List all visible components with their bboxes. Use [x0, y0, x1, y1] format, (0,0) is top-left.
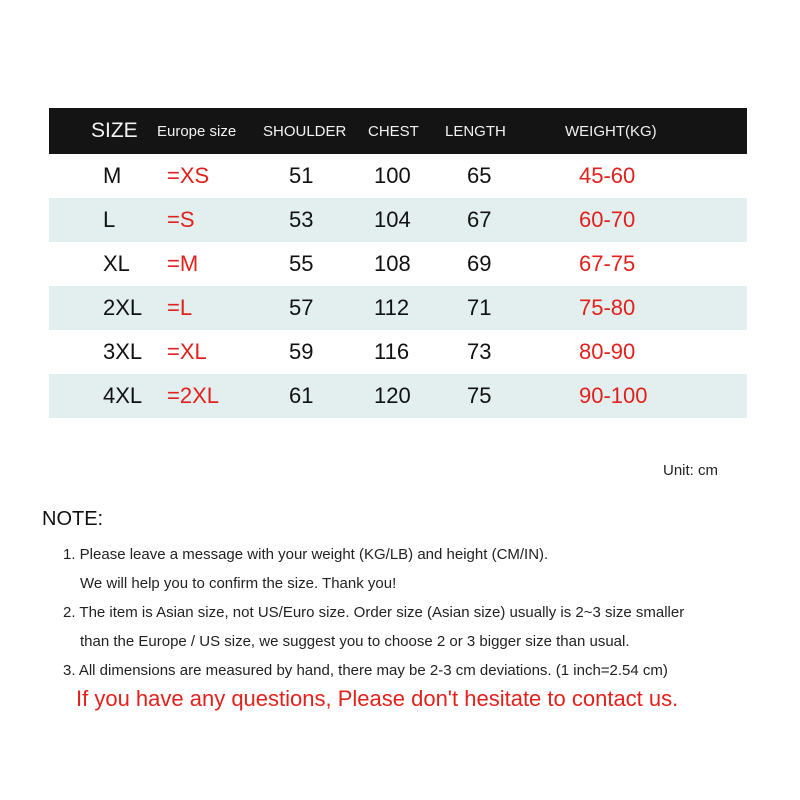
- note-line: 3. All dimensions are measured by hand, there may be 2-3 cm deviations. (1 inch=2.54 cm): [63, 662, 668, 679]
- cell-shoulder: 51: [289, 163, 314, 188]
- cell-length: 73: [467, 339, 492, 364]
- table-row: [49, 198, 747, 242]
- header-weight: WEIGHT(KG): [565, 122, 657, 140]
- size-chart-table: [49, 108, 747, 418]
- cell-chest: 120: [374, 383, 411, 408]
- cell-weight: 67-75: [579, 251, 636, 276]
- cell-chest: 116: [374, 339, 410, 364]
- table-row: [49, 374, 747, 418]
- cell-weight: 45-60: [579, 163, 636, 188]
- cell-chest: 108: [374, 251, 411, 276]
- cell-size: XL: [103, 251, 130, 276]
- cell-size: 4XL: [103, 383, 143, 408]
- cell-length: 71: [467, 295, 492, 320]
- table-row: [49, 286, 747, 330]
- note-title: NOTE:: [42, 508, 104, 530]
- cell-europe-size: =XS: [167, 163, 210, 188]
- notes-list: [63, 544, 783, 689]
- cell-europe-size: =2XL: [167, 383, 219, 408]
- header-europe-size: Europe size: [157, 122, 237, 140]
- note-line: than the Europe / US size, we suggest you to choose 2 or 3 bigger size than usual.: [80, 633, 630, 650]
- table-row: [49, 330, 747, 374]
- cell-weight: 90-100: [579, 383, 648, 408]
- cell-shoulder: 53: [289, 207, 314, 232]
- note-line: We will help you to confirm the size. Thank you!: [80, 575, 397, 592]
- note-line: 1. Please leave a message with your weight (KG/LB) and height (CM/IN).: [63, 546, 549, 563]
- cell-shoulder: 61: [289, 383, 314, 408]
- table-row: [49, 154, 747, 198]
- cell-size: 2XL: [103, 295, 143, 320]
- cell-weight: 80-90: [579, 339, 636, 364]
- table-header-row: [49, 108, 747, 154]
- cell-chest: 104: [374, 207, 411, 232]
- cell-shoulder: 59: [289, 339, 314, 364]
- cell-length: 67: [467, 207, 492, 232]
- header-size: SIZE: [91, 119, 138, 142]
- cell-weight: 75-80: [579, 295, 636, 320]
- cell-size: 3XL: [103, 339, 143, 364]
- header-shoulder: SHOULDER: [263, 122, 347, 140]
- cell-shoulder: 57: [289, 295, 314, 320]
- header-chest: CHEST: [368, 122, 419, 140]
- cell-europe-size: =S: [167, 207, 195, 232]
- unit-label: Unit: cm: [663, 462, 719, 479]
- table-row: [49, 242, 747, 286]
- cell-size: L: [103, 207, 116, 232]
- cell-length: 65: [467, 163, 492, 188]
- cell-shoulder: 55: [289, 251, 314, 276]
- cell-weight: 60-70: [579, 207, 636, 232]
- note-line: 2. The item is Asian size, not US/Euro size. Order size (Asian size) usually is 2~3 size smaller: [63, 604, 685, 621]
- cell-europe-size: =XL: [167, 339, 207, 364]
- cell-length: 75: [467, 383, 492, 408]
- cell-size: M: [103, 163, 122, 188]
- cell-length: 69: [467, 251, 492, 276]
- header-length: LENGTH: [445, 122, 506, 140]
- cell-europe-size: =M: [167, 251, 199, 276]
- cell-chest: 112: [374, 295, 410, 320]
- contact-message: If you have any questions, Please don't hesitate to contact us.: [76, 686, 679, 711]
- cell-chest: 100: [374, 163, 411, 188]
- cell-europe-size: =L: [167, 295, 193, 320]
